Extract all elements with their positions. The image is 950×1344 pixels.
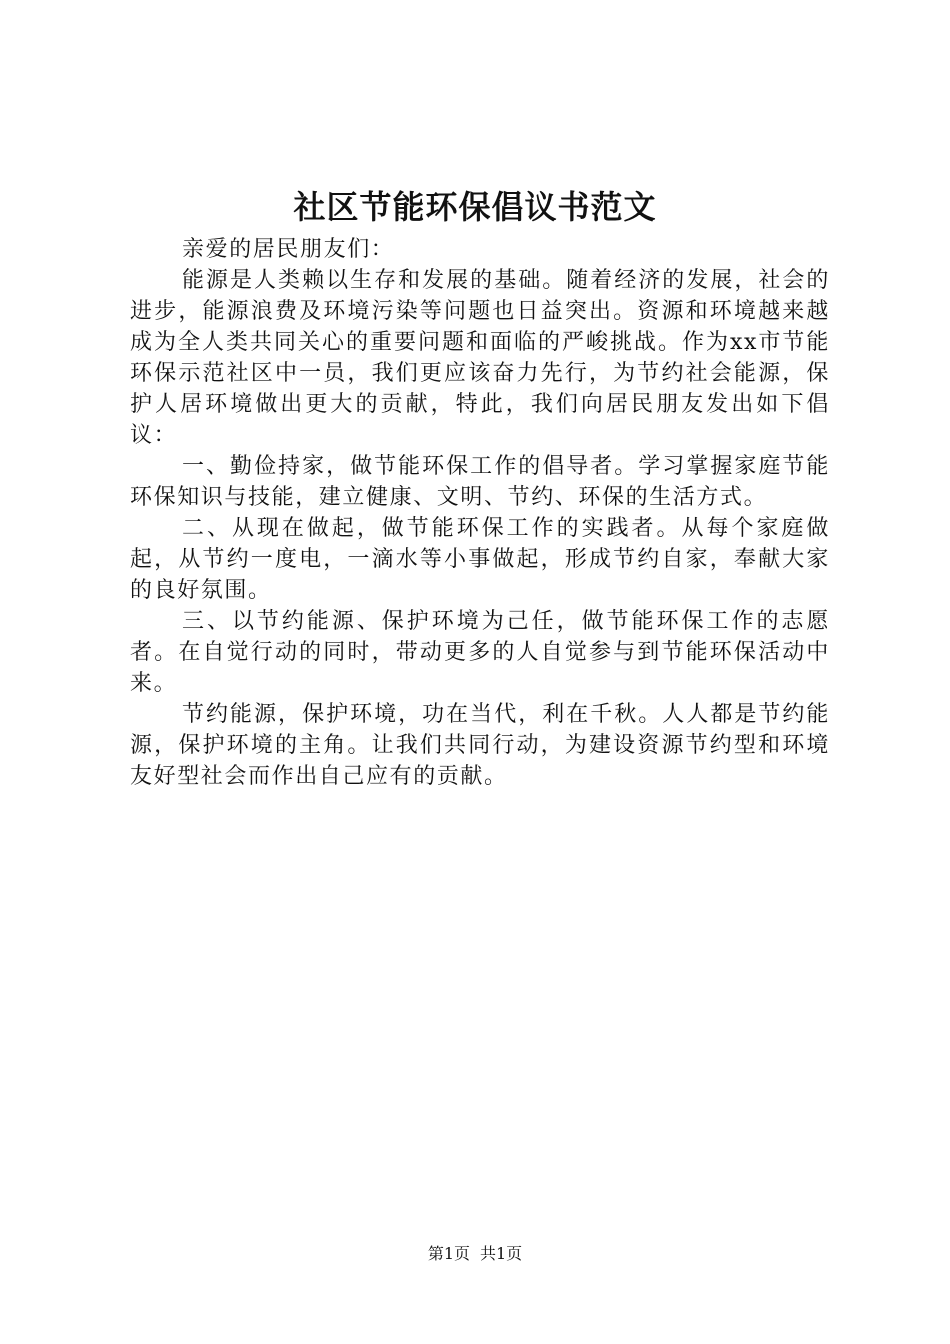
document-title: 社区节能环保倡议书范文 bbox=[293, 188, 657, 226]
page-number: 第1页 bbox=[427, 1244, 470, 1263]
document-body bbox=[130, 234, 830, 792]
salutation: 亲爱的居民朋友们： bbox=[182, 237, 395, 262]
paragraph-proposal-3: 三、以节约能源、保护环境为己任，做节能环保工作的志愿者。在自觉行动的同时，带动更多的人自觉参与到节能环保活动中来。 bbox=[130, 609, 830, 696]
paragraph-intro: 能源是人类赖以生存和发展的基础。随着经济的发展，社会的进步，能源浪费及环境污染等问题也日益突出。资源和环境越来越成为全人类共同关心的重要问题和面临的严峻挑战。作为xx市节能环保示范社区中一员，我们更应该奋力先行，为节约社会能源，保护人居环境做出更大的贡献，特此，我们向居民朋友发出如下倡议： bbox=[130, 268, 830, 448]
paragraph-closing: 节约能源，保护环境，功在当代，利在千秋。人人都是节约能源，保护环境的主角。让我们共同行动，为建设资源节约型和环境友好型社会而作出自己应有的贡献。 bbox=[130, 702, 830, 789]
paragraph-proposal-2: 二、从现在做起，做节能环保工作的实践者。从每个家庭做起，从节约一度电，一滴水等小事做起，形成节约自家，奉献大家的良好氛围。 bbox=[130, 516, 830, 603]
paragraph-proposal-1: 一、勤俭持家，做节能环保工作的倡导者。学习掌握家庭节能环保知识与技能，建立健康、文明、节约、环保的生活方式。 bbox=[130, 454, 830, 510]
page-total: 共1页 bbox=[480, 1244, 523, 1263]
page-footer bbox=[0, 1242, 950, 1266]
